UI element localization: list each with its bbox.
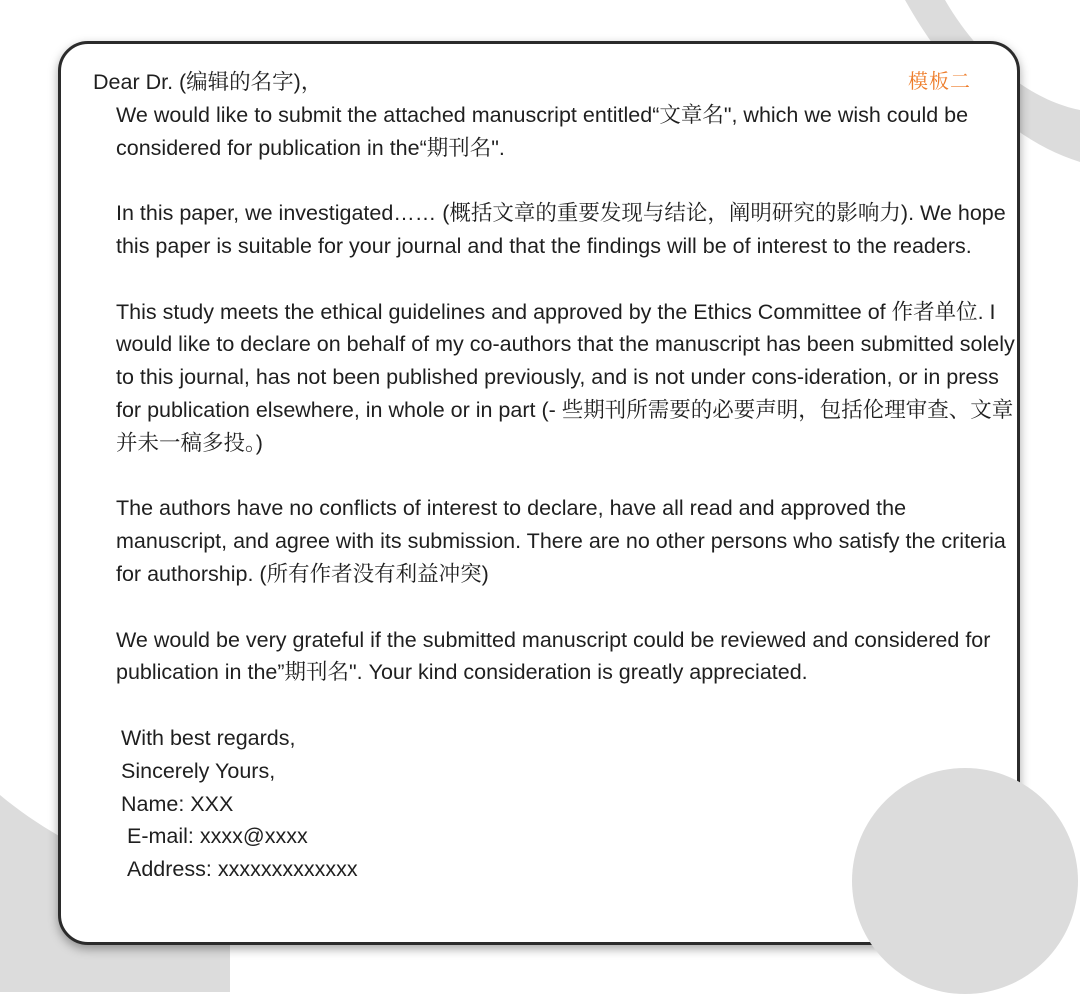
greeting: Dear Dr. (编辑的名字)， (93, 70, 323, 94)
cover-letter-body (93, 66, 1018, 886)
paragraph-findings: In this paper, we investigated…… (概括文章的重要发现与结论，阐明研究的影响力). We hope this paper is suitable for your journal and that the findings will be of interest to the readers. (116, 201, 1006, 258)
signature-email: E-mail: xxxx@xxxx (127, 824, 308, 849)
paragraph-request: We would be very grateful if the submitted manuscript could be reviewed and considered for publication in the”期刊名". Your kind consideration is greatly appreciated. (116, 627, 991, 685)
paragraph-ethics: This study meets the ethical guidelines and approved by the Ethics Committee of 作者单位. I would like to declare on behalf of my co-authors that the manuscript has been submitted solely to this journal, has not been published previously, and is not under cons-ideration, or in press for publication elsewhere, in whole or in part (- 些期刊所需要的必要声明，包括伦理审查、文章并未一稿多投。) (116, 299, 1015, 455)
signature-name: Name: XXX (121, 791, 234, 816)
paragraph-conflicts: The authors have no conflicts of interest to declare, have all read and approved the manuscript, and agree with its submission. There are no other persons who satisfy the criteria for authorship. (所有作者没有利益冲突) (116, 496, 1006, 586)
paragraph-submission: We would like to submit the attached manuscript entitled“文章名", which we wish could be considered for publication in the“期刊名". (116, 102, 969, 160)
closing-sincerely: Sincerely Yours, (121, 758, 276, 783)
template-label: 模板二 (908, 71, 971, 93)
signature-address: Address: xxxxxxxxxxxxx (127, 857, 358, 882)
closing-regards: With best regards, (121, 725, 296, 750)
